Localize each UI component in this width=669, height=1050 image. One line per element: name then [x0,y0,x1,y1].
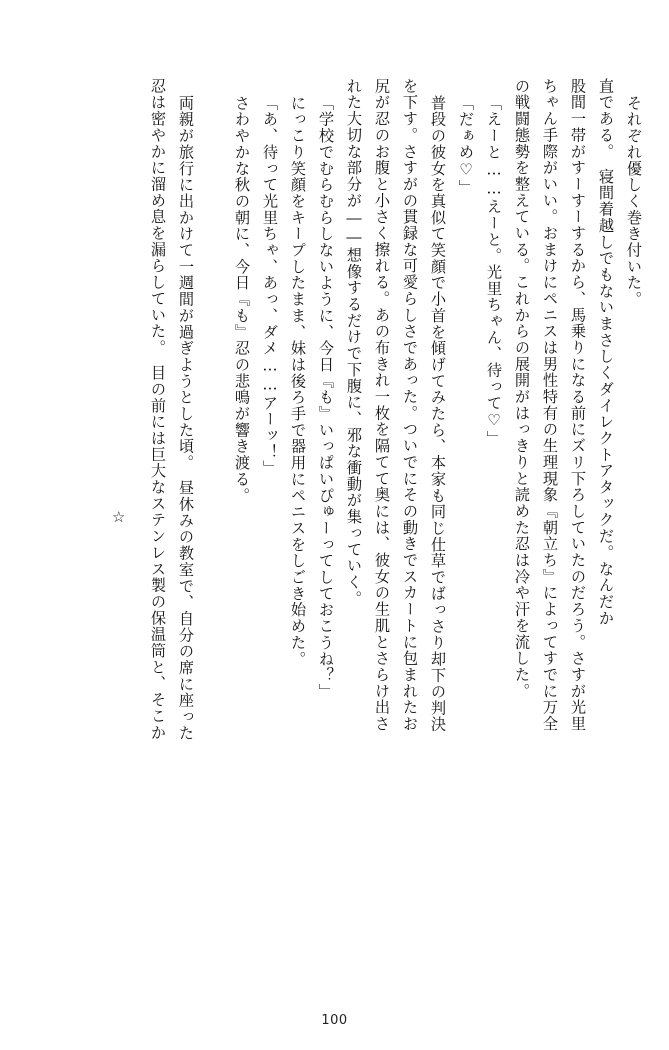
text-column: 股間一帯がすーすーするから、馬乗りになる前にズリ下ろしていたのだろう。さすが光里 [569,78,587,732]
text-column: さわやかな秋の朝に、今日『も』忍の悲鳴が響き渡る。 [233,95,251,504]
ornament-star: ☆ [112,508,126,526]
text-column: 両親が旅行に出かけて一週間が過ぎようとした頃。 昼休みの教室で、自分の席に座った [177,95,195,742]
text-column: の戦闘態勢を整えている。これからの展開がはっきりと読めた忍は冷や汗を流した。 [513,78,531,700]
text-column: それぞれ優しく巻き付いた。 [625,95,643,308]
page-number: 100 [321,1013,348,1028]
text-column: 「学校でむらむらしないように、今日『も』いっぱいぴゅーってしておこうね？」 [317,95,335,700]
vertical-text-body [28,78,641,978]
text-column [193,78,221,978]
text-column: 尻が忍のお腹と小さく擦れる。あの布きれ一枚を隔てて奥には、彼女の生肌とさらけ出さ [373,78,391,732]
text-column: 「えーと……えーと。光里ちゃん、待って♡」 [485,95,503,447]
text-column: を下す。さすがの貫録な可愛らしさであった。ついでにその動きでスカートに包まれたお [401,78,419,732]
text-column: にっこり笑顔をキープしたまま、妹は後ろ手で器用にペニスをしごき始めた。 [289,95,307,668]
text-column: ちゃん手際がいい。おまけにペニスは男性特有の生理現象『朝立ち』によってすでに万全 [541,78,559,732]
text-column: 「だぁめ♡」 [457,95,475,196]
text-column: 忍は密やかに溜め息を漏らしていた。 目の前には巨大なステンレス製の保温筒と、そこか [149,78,167,741]
text-column: 直である。 寝間着越しでもないまさしくダイレクトアタックだ。なんだか [597,78,615,627]
text-column: れた大切な部分が――想像するだけで下腹に、邪な衝動が集っていく。 [345,78,363,607]
text-column: 普段の彼女を真似て笑顔で小首を傾げてみたら、本家も同じ仕草でばっさり却下の判決 [429,95,447,733]
text-column: 「あ、待って光里ちゃ、あっ、ダメ……アーッ！」 [261,95,279,477]
